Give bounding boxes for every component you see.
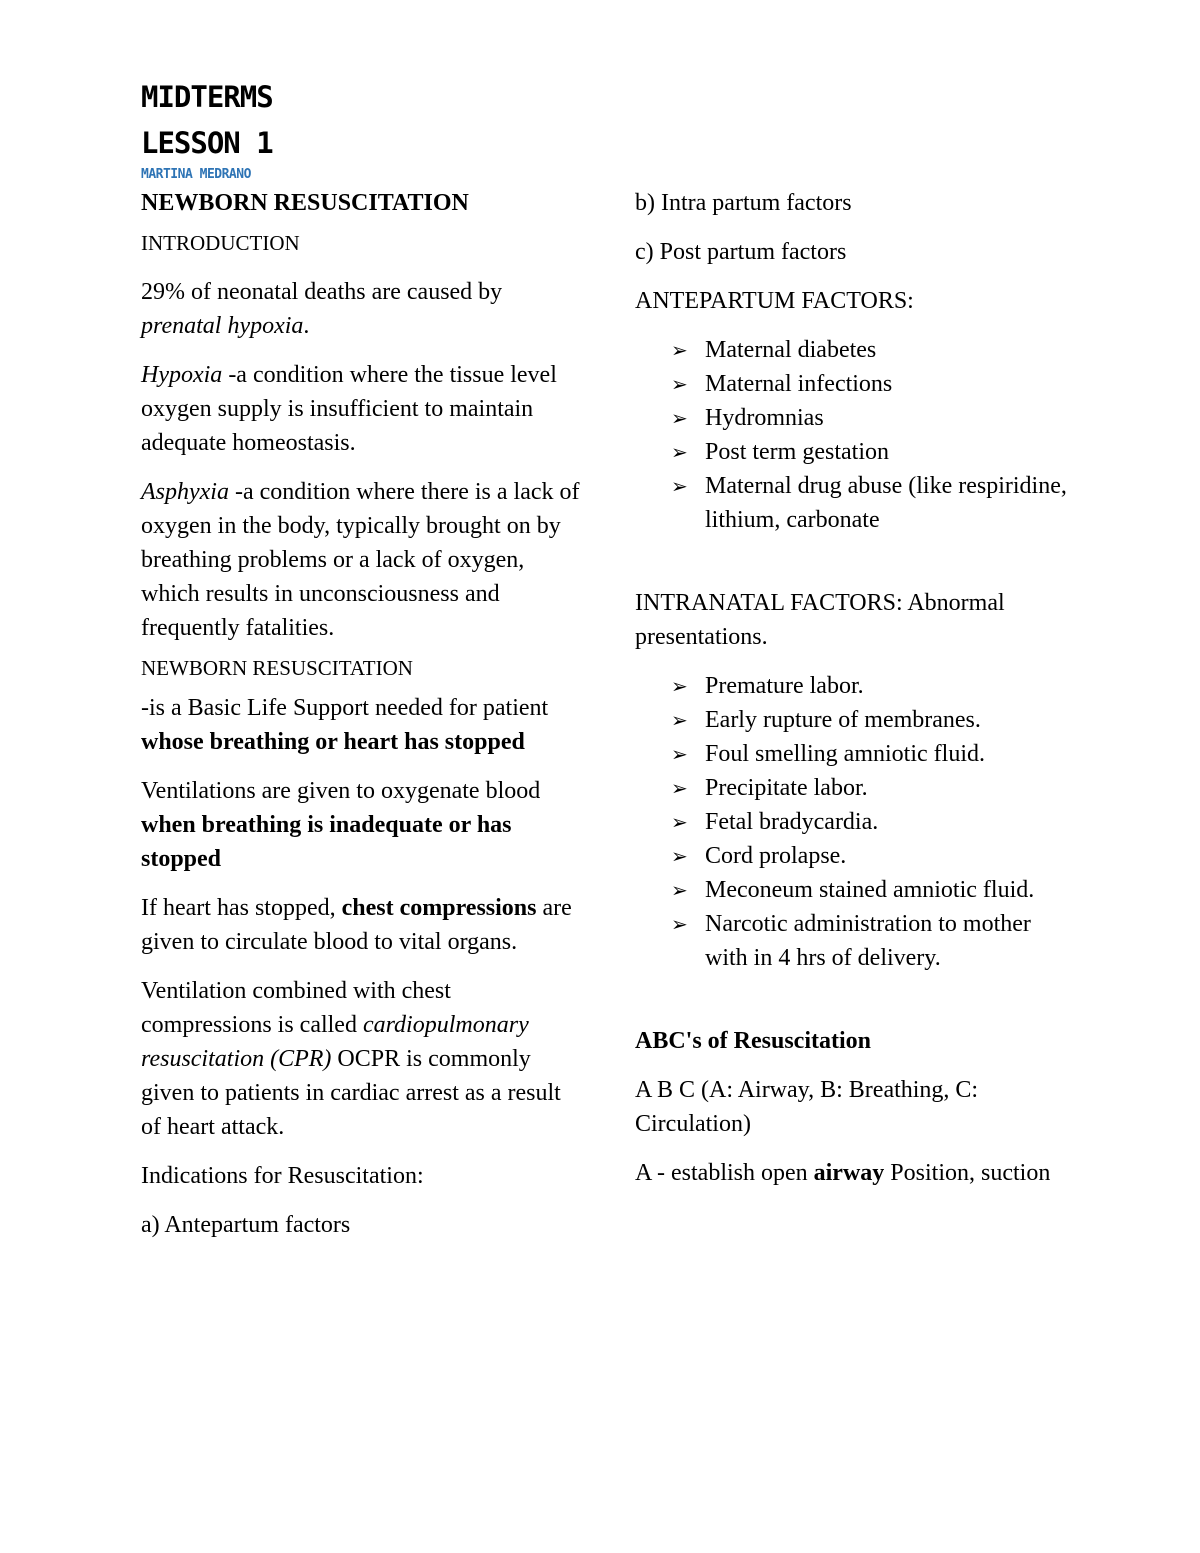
chest-compressions-paragraph: If heart has stopped, chest compressions are given to circulate blood to vital organs. bbox=[141, 895, 572, 955]
arrow-bullet-icon: ➢ bbox=[671, 474, 688, 498]
intranatal-heading: INTRANATAL FACTORS: Abnormal presentations. bbox=[635, 590, 1005, 650]
antepartum-factors-item: a) Antepartum factors bbox=[141, 1212, 351, 1238]
basic-life-support-paragraph: -is a Basic Life Support needed for patient whose breathing or heart has stopped bbox=[141, 695, 549, 755]
asphyxia-definition: Asphyxia -a condition where there is a lack of oxygen in the body, typically brought on by breathing problems or a lack of oxygen, which results in unconsciousness and frequently fatalities. bbox=[141, 479, 580, 641]
list-item: ➢ Meconeum stained amniotic fluid. bbox=[671, 873, 1075, 907]
spacer bbox=[635, 552, 1075, 586]
antepartum-list bbox=[635, 333, 1075, 537]
list-item: ➢ Hydromnias bbox=[671, 401, 1075, 435]
airway-paragraph: A - establish open airway Position, suction bbox=[635, 1160, 1051, 1186]
list-item: ➢ Early rupture of membranes. bbox=[671, 703, 1075, 737]
introduction-heading: INTRODUCTION bbox=[141, 231, 300, 255]
list-item: ➢ Narcotic administration to mother with in 4 hrs of delivery. bbox=[671, 907, 1075, 975]
neonatal-deaths-paragraph: 29% of neonatal deaths are caused by prenatal hypoxia. bbox=[141, 279, 503, 339]
list-item: ➢ Cord prolapse. bbox=[671, 839, 1075, 873]
spacer bbox=[635, 990, 1075, 1024]
abc-definition: A B C (A: Airway, B: Breathing, C: Circulation) bbox=[635, 1077, 979, 1137]
arrow-bullet-icon: ➢ bbox=[671, 708, 688, 732]
arrow-bullet-icon: ➢ bbox=[671, 912, 688, 936]
arrow-bullet-icon: ➢ bbox=[671, 810, 688, 834]
arrow-bullet-icon: ➢ bbox=[671, 406, 688, 430]
hypoxia-definition: Hypoxia -a condition where the tissue level oxygen supply is insufficient to maintain adequate homeostasis. bbox=[141, 362, 557, 456]
indications-heading: Indications for Resuscitation: bbox=[141, 1163, 424, 1189]
arrow-bullet-icon: ➢ bbox=[671, 878, 688, 902]
list-item: ➢ Fetal bradycardia. bbox=[671, 805, 1075, 839]
section-title: NEWBORN RESUSCITATION bbox=[141, 190, 469, 216]
ventilations-paragraph: Ventilations are given to oxygenate blood when breathing is inadequate or has stopped bbox=[141, 778, 541, 872]
arrow-bullet-icon: ➢ bbox=[671, 776, 688, 800]
list-item: ➢ Maternal drug abuse (like respiridine, lithium, carbonate bbox=[671, 469, 1075, 537]
intranatal-list bbox=[635, 669, 1075, 975]
arrow-bullet-icon: ➢ bbox=[671, 844, 688, 868]
intrapartum-factors-item: b) Intra partum factors bbox=[635, 190, 852, 216]
midterms-heading: MIDTERMS bbox=[141, 80, 273, 114]
arrow-bullet-icon: ➢ bbox=[671, 674, 688, 698]
list-item: ➢ Foul smelling amniotic fluid. bbox=[671, 737, 1075, 771]
arrow-bullet-icon: ➢ bbox=[671, 742, 688, 766]
antepartum-heading: ANTEPARTUM FACTORS: bbox=[635, 288, 914, 314]
left-column bbox=[141, 186, 581, 1257]
newborn-resuscitation-subheading: NEWBORN RESUSCITATION bbox=[141, 656, 413, 680]
list-item: ➢ Premature labor. bbox=[671, 669, 1075, 703]
abc-heading: ABC's of Resuscitation bbox=[635, 1028, 872, 1054]
arrow-bullet-icon: ➢ bbox=[671, 372, 688, 396]
right-column bbox=[635, 186, 1075, 1205]
lesson-heading: LESSON 1 bbox=[141, 126, 273, 160]
author-name: MARTINA MEDRANO bbox=[141, 167, 251, 182]
list-item: ➢ Post term gestation bbox=[671, 435, 1075, 469]
postpartum-factors-item: c) Post partum factors bbox=[635, 239, 847, 265]
arrow-bullet-icon: ➢ bbox=[671, 440, 688, 464]
list-item: ➢ Maternal infections bbox=[671, 367, 1075, 401]
list-item: ➢ Maternal diabetes bbox=[671, 333, 1075, 367]
list-item: ➢ Precipitate labor. bbox=[671, 771, 1075, 805]
arrow-bullet-icon: ➢ bbox=[671, 338, 688, 362]
cpr-paragraph: Ventilation combined with chest compressions is called cardiopulmonary resuscitation (CPR) OCPR is commonly given to patients in cardiac arrest as a result of heart attack. bbox=[141, 978, 561, 1140]
